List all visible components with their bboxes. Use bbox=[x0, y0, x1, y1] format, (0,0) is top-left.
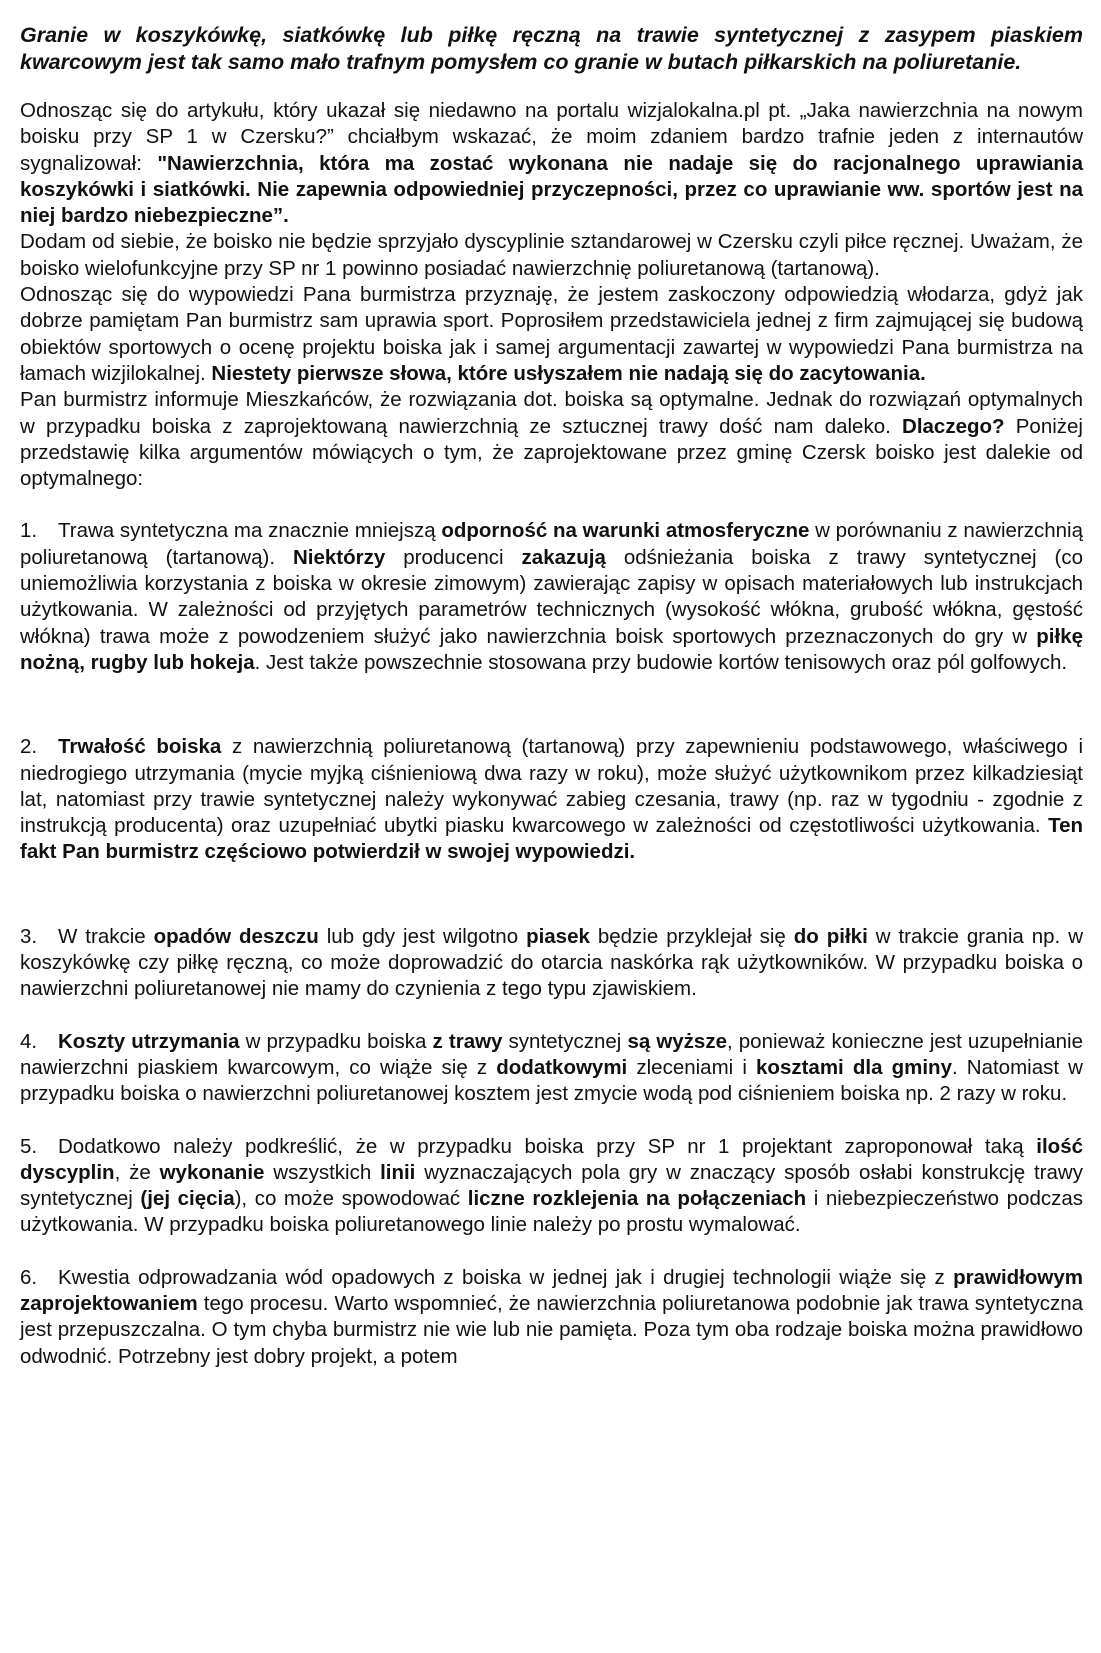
point-number: 3. bbox=[20, 924, 38, 948]
text-run: Kwestia odprowadzania wód opadowych z boiska w jednej jak i drugiej technologii wiąże się z bbox=[58, 1265, 954, 1289]
bold-text: piłkę nożną, rugby lub hokeja bbox=[20, 624, 1083, 674]
bold-text: ilość dyscyplin bbox=[20, 1134, 1083, 1184]
paragraph-opinion bbox=[20, 229, 1083, 282]
text-run: wyznaczających pola gry w znaczący sposób osłabi konstrukcję trawy syntetycznej bbox=[20, 1160, 1083, 1211]
text-run: lub gdy jest wilgotno bbox=[318, 924, 527, 948]
bold-text: wykonanie bbox=[159, 1160, 265, 1184]
bold-text: są wyższe bbox=[627, 1029, 727, 1053]
text-run: i niebezpieczeństwo podczas użytkowania. W przypadku boiska poliuretanowego linie należy po prostu wymalować. bbox=[20, 1187, 1083, 1237]
point-5 bbox=[20, 1134, 1083, 1239]
point-1 bbox=[20, 518, 1083, 676]
bold-text: odporność na warunki atmosferyczne bbox=[441, 519, 810, 543]
text-run: , ponieważ konieczne jest uzupełnianie nawierzchni piaskiem kwarcowym, co wiąże się z bbox=[20, 1029, 1083, 1079]
text-run: . Natomiast w przypadku boiska o nawierzchni poliuretanowej kosztem jest zmycie wodą pod ciśnieniem boiska np. 2 razy w roku. bbox=[20, 1055, 1083, 1106]
paragraph-intro bbox=[20, 98, 1083, 229]
bold-text: dodatkowymi bbox=[496, 1055, 628, 1079]
text-run: Odnosząc się do artykułu, który ukazał się niedawno na portalu wizjalokalna.pl pt. „Jaka nawierzchnia na nowym boisku przy SP 1 w Czersku?” chciałbym wskazać, że moim zdaniem bardzo trafnie jeden z internautów sygnalizował: bbox=[20, 99, 1083, 175]
bold-text: Niestety pierwsze słowa, które usłyszałem nie nadają się do zacytowania. bbox=[211, 361, 926, 385]
bold-text: zakazują bbox=[521, 545, 606, 569]
text-run: Odnosząc się do wypowiedzi Pana burmistrza przyznaję, że jestem zaskoczony odpowiedzią włodarza, gdyż jak dobrze pamiętam Pan burmistrz sam uprawia sport. Poprosiłem przedstawiciela jednej z firm zajmującej się budową obiektów sportowych o ocenę projektu boiska jak i samej argumentacji zawartej w wypowiedzi Pana burmistrza na łamach wizjilokalnej. bbox=[20, 283, 1083, 385]
text-run: , że bbox=[114, 1160, 160, 1184]
point-number: 5. bbox=[20, 1134, 38, 1158]
bold-text: linii bbox=[380, 1160, 416, 1184]
bold-text: prawidłowym zaprojektowaniem bbox=[20, 1265, 1083, 1315]
text-run: . Jest także powszechnie stosowana przy budowie kortów tenisowych oraz pól golfowych. bbox=[254, 650, 1068, 674]
point-number: 4. bbox=[20, 1029, 38, 1053]
bold-quote: "Nawierzchnia, która ma zostać wykonana nie nadaje się do racjonalnego uprawiania koszykówki i siatkówki. Nie zapewnia odpowiedniej przyczepności, przez co uprawianie ww. sportów jest na niej bardzo niebezpieczne”. bbox=[20, 151, 1083, 228]
text-run: Dodam od siebie, że boisko nie będzie sprzyjało dyscyplinie sztandarowej w Czersku czyli piłce ręcznej. Uważam, że boisko wielofunkcyjne przy SP nr 1 powinno posiadać nawierzchnię poliuretanową (tartanową). bbox=[20, 230, 1083, 280]
text-run: w przypadku boiska bbox=[239, 1029, 433, 1053]
text-run: Pan burmistrz informuje Mieszkańców, że rozwiązania dot. boiska są optymalne. Jednak do rozwiązań optymalnych w przypadku boiska z zaprojektowaną nawierzchnią ze sztucznej trawy dość nam daleko. bbox=[20, 388, 1083, 438]
text-run: producenci bbox=[385, 545, 522, 569]
text-run: Dodatkowo należy podkreślić, że w przypadku boiska przy SP nr 1 projektant zaproponował taką bbox=[58, 1134, 1037, 1158]
text-run: zleceniami i bbox=[627, 1055, 757, 1079]
text-run: w trakcie grania np. w koszykówkę czy piłkę ręczną, co może doprowadzić do otarcia naskórka rąk użytkowników. W przypadku boiska o nawierzchni poliuretanowej nie mamy do czynienia z tego typu zjawiskiem. bbox=[20, 924, 1084, 1001]
bold-text: Trwałość boiska bbox=[58, 735, 222, 759]
bold-text: liczne rozklejenia na połączeniach bbox=[467, 1187, 807, 1211]
bold-text: (jej cięcia bbox=[140, 1187, 235, 1211]
bold-text: Dlaczego? bbox=[902, 414, 1005, 438]
point-6 bbox=[20, 1265, 1083, 1370]
text-run: będzie przyklejał się bbox=[589, 924, 794, 948]
bold-text: Koszty utrzymania bbox=[58, 1029, 240, 1053]
point-4 bbox=[20, 1029, 1083, 1108]
text-run: W trakcie bbox=[58, 924, 154, 948]
paragraph-response bbox=[20, 282, 1083, 387]
bold-text: Niektórzy bbox=[293, 545, 386, 569]
text-run: wszystkich bbox=[264, 1160, 381, 1184]
bold-text: z trawy bbox=[432, 1029, 503, 1053]
text-run: odśnieżania boiska z trawy syntetycznej (co uniemożliwia korzystania z boiska w okresie zimowym) zawierając zapisy w opisach materiałowych lub instrukcjach użytkowania. W zależności od przyjętych parametrów technicznych (wysokość włókna, grubość włókna, gęstość włókna) trawa może z powodzeniem służyć jako nawierzchnia boisk sportowych przeznaczonych do gry w bbox=[20, 545, 1083, 648]
point-3 bbox=[20, 924, 1083, 1003]
bold-text: opadów deszczu bbox=[153, 924, 319, 948]
point-number: 6. bbox=[20, 1265, 38, 1289]
text-run: ), co może spowodować bbox=[234, 1187, 468, 1211]
bold-text: do piłki bbox=[793, 924, 868, 948]
bold-text: Ten fakt Pan burmistrz częściowo potwierdził w swojej wypowiedzi. bbox=[20, 814, 1083, 864]
text-run: tego procesu. Warto wspomnieć, że nawierzchnia poliuretanowa podobnie jak trawa syntetyczna jest przepuszczalna. O tym chyba burmistrz nie wie lub nie pamięta. Poza tym oba rodzaje boiska można prawidłowo odwodnić. Potrzebny jest dobry projekt, a potem bbox=[20, 1291, 1083, 1368]
text-run: Trawa syntetyczna ma znacznie mniejszą bbox=[58, 519, 442, 543]
point-number: 1. bbox=[20, 519, 38, 543]
text-run: w porównaniu z nawierzchnią poliuretanową (tartanową). bbox=[20, 519, 1083, 569]
text-run: syntetycznej bbox=[502, 1029, 628, 1053]
bold-text: kosztami dla gminy bbox=[756, 1055, 952, 1079]
text-run: Poniżej przedstawię kilka argumentów mówiących o tym, że zaprojektowane przez gminę Czersk boisko jest dalekie od optymalnego: bbox=[20, 414, 1083, 491]
point-number: 2. bbox=[20, 735, 38, 759]
text-run: z nawierzchnią poliuretanową (tartanową) przy zapewnieniu podstawowego, właściwego i niedrogiego utrzymania (mycie myjką ciśnieniową dwa razy w roku), może służyć użytkownikom przez kilkadziesiąt lat, natomiast przy trawie syntetycznej należy wykonywać zabieg czesania, trawy (np. raz w tygodniu - zgodnie z instrukcją producenta) oraz uzupełniać ubytki piasku kwarcowego w zależności od częstotliwości użytkowania. bbox=[20, 735, 1083, 838]
point-2 bbox=[20, 734, 1083, 865]
paragraph-why bbox=[20, 387, 1083, 492]
bold-text: piasek bbox=[526, 924, 590, 948]
article-title: Granie w koszykówkę, siatkówkę lub piłkę ręczną na trawie syntetycznej z zasypem piaskiem kwarcowym jest tak samo mało trafnym pomysłem co granie w butach piłkarskich na poliuretanie. bbox=[20, 23, 1083, 74]
